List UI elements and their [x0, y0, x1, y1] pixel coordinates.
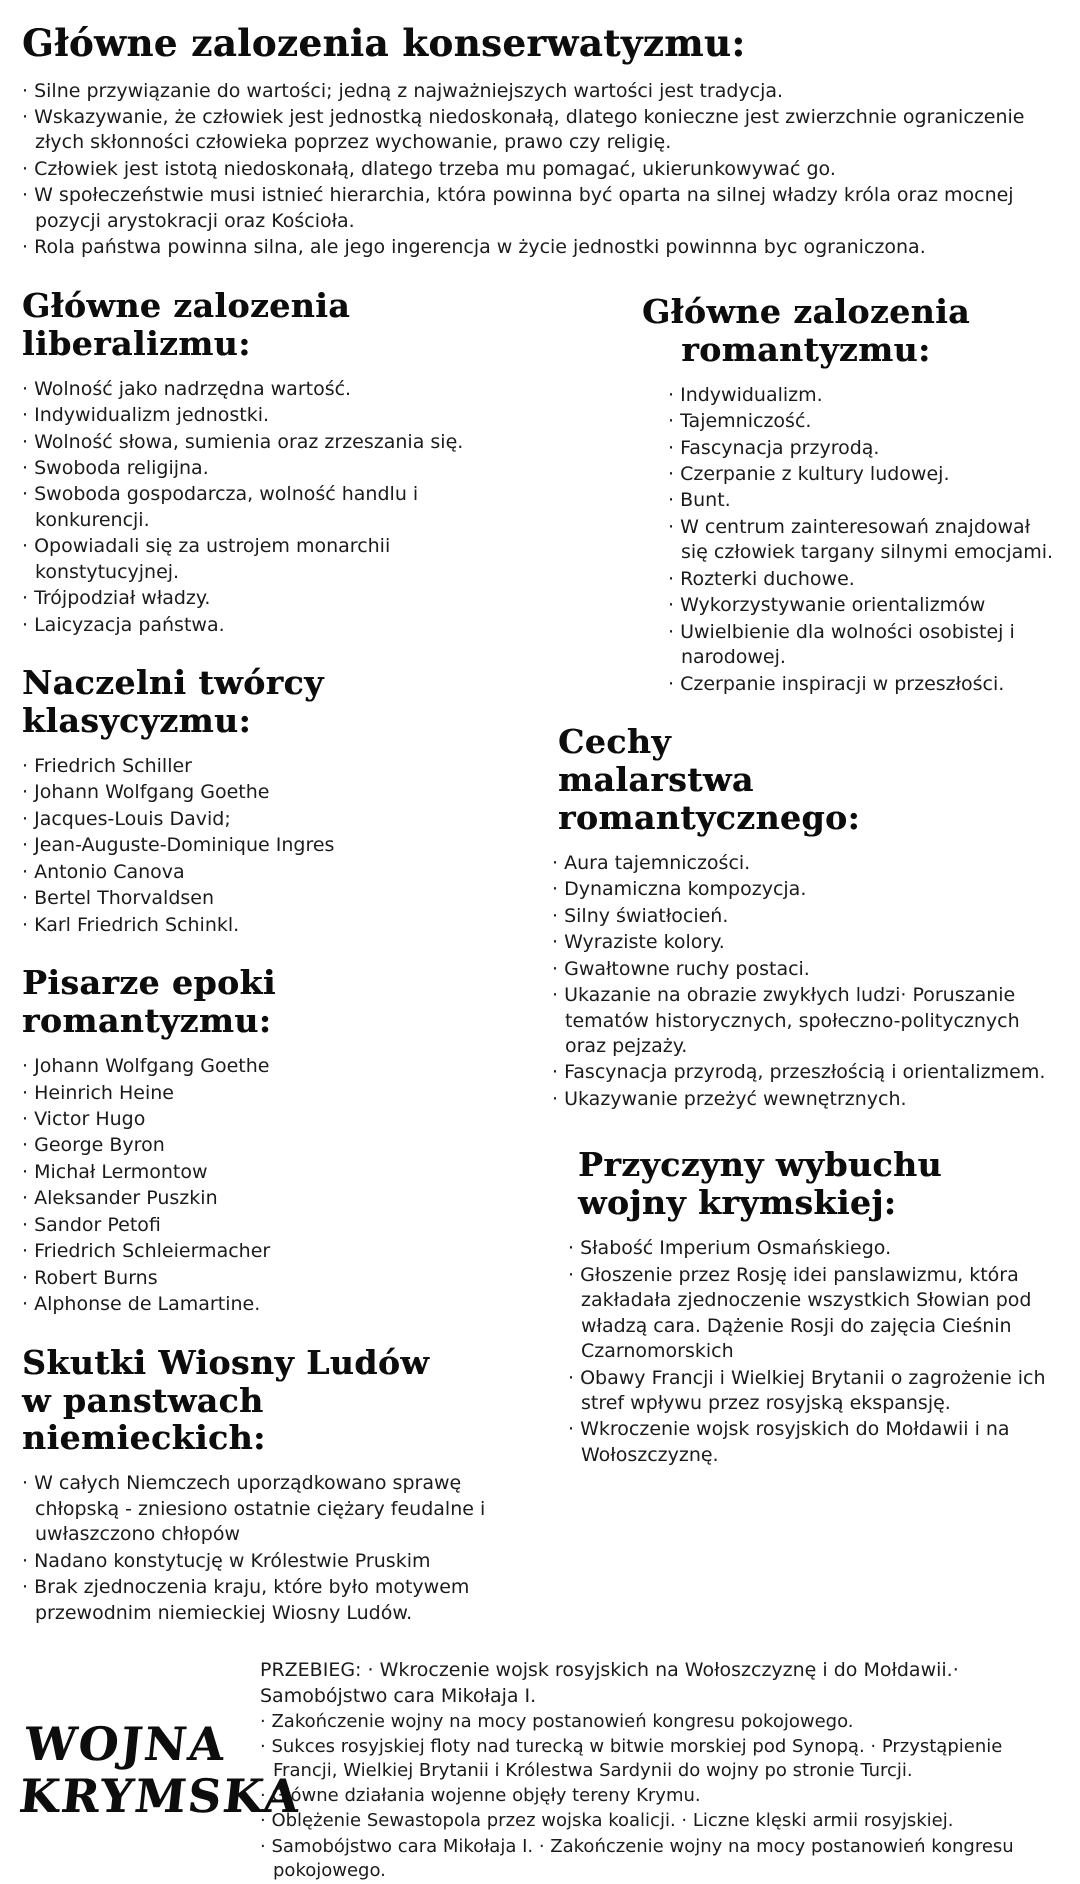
section-konserwatyzm [22, 22, 1060, 261]
right-column [534, 287, 1060, 1495]
list-item: · George Byron [22, 1133, 534, 1158]
wojna-intro-line [260, 1658, 1060, 1709]
list-item: · Karl Friedrich Schinkl. [22, 913, 534, 938]
list-item: · Bertel Thorvaldsen [22, 886, 534, 911]
section-malarstwo [552, 723, 1060, 1112]
list-item: · Wyraziste kolory. [552, 930, 1060, 955]
list-item: · Czerpanie inspiracji w przeszłości. [668, 672, 1060, 697]
section-przyczyny [552, 1146, 1060, 1468]
list-item: · Zakończenie wojny na mocy postanowień kongresu pokojowego. [260, 1710, 1060, 1734]
two-column-area [22, 287, 1060, 1652]
list-item: · Fascynacja przyrodą, przeszłością i orientalizmem. [552, 1060, 1060, 1085]
list-item: · Indywidualizm jednostki. [22, 403, 534, 428]
section-pisarze [22, 964, 534, 1317]
list-item: · Wkroczenie wojsk rosyjskich do Mołdawii i na Wołoszczyznę. [568, 1417, 1060, 1468]
wojna-title-line2: KRYMSKA [16, 1768, 304, 1823]
wojna-krymska-title [16, 1717, 304, 1823]
list-item: · Dynamiczna kompozycja. [552, 877, 1060, 902]
list-item: · Oblężenie Sewastopola przez wojska koalicji. · Liczne klęski armii rosyjskiej. [260, 1809, 1060, 1833]
wojna-first-item: · Wkroczenie wojsk rosyjskich na Wołoszczyznę i do Mołdawii.· Samobójstwo cara Mikołaja I. [260, 1659, 959, 1707]
list-item: · Ukazanie na obrazie zwykłych ludzi· Poruszanie tematów historycznych, społeczno-politycznych oraz pejzaży. [552, 983, 1060, 1059]
list-item: · Uwielbienie dla wolności osobistej i narodowej. [668, 620, 1060, 671]
list-item: · Wolność jako nadrzędna wartość. [22, 377, 534, 402]
list-item: · Fascynacja przyrodą. [668, 436, 1060, 461]
wojna-krymska-body [260, 1658, 1060, 1884]
list-skutki [22, 1471, 534, 1626]
list-item: · Głoszenie przez Rosję idei panslawizmu, która zakładała zjednoczenie wszystkich Słowian pod władzą cara. Dążenie Rosji do zajęcia Cieśnin Czarnomorskich [568, 1263, 1060, 1365]
przebieg-label: PRZEBIEG: [260, 1659, 362, 1682]
section-liberalizm [22, 287, 534, 638]
list-item: · Rola państwa powinna silna, ale jego ingerencja w życie jednostki powinnna byc ograniczona. [22, 235, 1060, 260]
list-item: · Aura tajemniczości. [552, 851, 1060, 876]
list-item: · Główne działania wojenne objęły tereny Krymu. [260, 1784, 1060, 1808]
left-column [22, 287, 534, 1652]
list-item: · Friedrich Schleiermacher [22, 1239, 534, 1264]
list-item: · Wskazywanie, że człowiek jest jednostką niedoskonałą, dlatego konieczne jest zwierzchnie ograniczenie złych skłonności człowieka poprzez wychowanie, prawo czy religię. [22, 105, 1060, 156]
list-item: · Johann Wolfgang Goethe [22, 1054, 534, 1079]
section-title-pisarze: Pisarze epoki romantyzmu: [22, 963, 276, 1041]
list-liberalizm [22, 377, 534, 639]
section-title-romantyzm: Główne zalozenia romantyzmu: [641, 291, 971, 369]
wojna-title-line1: WOJNA [21, 1717, 229, 1772]
list-item: · Tajemniczość. [668, 409, 1060, 434]
list-item: · Silny światłocień. [552, 904, 1060, 929]
list-item: · Laicyzacja państwa. [22, 613, 534, 638]
list-item: · Gwałtowne ruchy postaci. [552, 957, 1060, 982]
section-wojna-krymska [16, 1658, 1060, 1884]
list-item: · Heinrich Heine [22, 1081, 534, 1106]
list-item: · Człowiek jest istotą niedoskonałą, dlatego trzeba mu pomagać, ukierunkowywać go. [22, 157, 1060, 182]
list-item: · Wykorzystywanie orientalizmów [668, 593, 1060, 618]
list-item: · Antonio Canova [22, 860, 534, 885]
list-item: · Robert Burns [22, 1266, 534, 1291]
list-item: · Brak zjednoczenia kraju, które było motywem przewodnim niemieckiej Wiosny Ludów. [22, 1575, 534, 1626]
list-item: · Rozterki duchowe. [668, 567, 1060, 592]
list-item: · Swoboda religijna. [22, 456, 534, 481]
list-item: · W centrum zainteresowań znajdował się człowiek targany silnymi emocjami. [668, 515, 1060, 566]
list-wojna [260, 1710, 1060, 1883]
list-item: · Jean-Auguste-Dominique Ingres [22, 833, 534, 858]
list-item: · Aleksander Puszkin [22, 1186, 534, 1211]
list-item: · Trójpodział władzy. [22, 586, 534, 611]
section-title-skutki: Skutki Wiosny Ludów w panstwach niemieckich: [22, 1342, 430, 1458]
list-item: · Obawy Francji i Wielkiej Brytanii o zagrożenie ich stref wpływu przez rosyjską ekspansję. [568, 1366, 1060, 1417]
list-konserwatyzm [22, 79, 1060, 261]
section-title-przyczyny: Przyczyny wybuchu wojny krymskiej: [578, 1145, 943, 1223]
list-item: · Friedrich Schiller [22, 754, 534, 779]
list-klasycyzm [22, 754, 534, 938]
list-item: · Bunt. [668, 488, 1060, 513]
list-item: · Opowiadali się za ustrojem monarchii konstytucyjnej. [22, 534, 534, 585]
section-skutki [22, 1344, 534, 1627]
list-item: · Czerpanie z kultury ludowej. [668, 462, 1060, 487]
list-item: · Michał Lermontow [22, 1160, 534, 1185]
list-item: · Victor Hugo [22, 1107, 534, 1132]
list-item: · Johann Wolfgang Goethe [22, 780, 534, 805]
list-item: · Ukazywanie przeżyć wewnętrznych. [552, 1087, 1060, 1112]
section-title-liberalizm: Główne zalozenia liberalizmu: [22, 285, 351, 363]
list-item: · Samobójstwo cara Mikołaja I. · Zakończenie wojny na mocy postanowień kongresu pokojowego. [260, 1835, 1060, 1883]
list-item: · Nadano konstytucję w Królestwie Pruskim [22, 1549, 534, 1574]
list-przyczyny [568, 1236, 1060, 1468]
list-item: · Słabość Imperium Osmańskiego. [568, 1236, 1060, 1261]
list-item: · Sukces rosyjskiej floty nad turecką w bitwie morskiej pod Synopą. · Przystąpienie Francji, Wielkiej Brytanii i Królestwa Sardynii do wojny po stronie Turcji. [260, 1735, 1060, 1783]
list-malarstwo [552, 851, 1060, 1113]
section-title-konserwatyzm: Główne zalozenia konserwatyzmu: [22, 21, 746, 65]
section-klasycyzm [22, 664, 534, 938]
list-item: · Swoboda gospodarcza, wolność handlu i konkurencji. [22, 482, 534, 533]
section-romantyzm [552, 293, 1060, 697]
section-title-malarstwo: Cechy malarstwa romantycznego: [558, 722, 861, 837]
list-item: · Sandor Petofi [22, 1213, 534, 1238]
section-title-klasycyzm: Naczelni twórcy klasycyzmu: [22, 663, 324, 741]
list-pisarze [22, 1054, 534, 1318]
list-item: · W całych Niemczech uporządkowano sprawę chłopską - zniesiono ostatnie ciężary feudalne i uwłaszczono chłopów [22, 1471, 534, 1547]
list-item: · Silne przywiązanie do wartości; jedną z najważniejszych wartości jest tradycja. [22, 79, 1060, 104]
list-romantyzm [668, 383, 1060, 697]
list-item: · Jacques-Louis David; [22, 807, 534, 832]
list-item: · Alphonse de Lamartine. [22, 1292, 534, 1317]
list-item: · W społeczeństwie musi istnieć hierarchia, która powinna być oparta na silnej władzy króla oraz mocnej pozycji arystokracji oraz Kościoła. [22, 183, 1060, 234]
list-item: · Wolność słowa, sumienia oraz zrzeszania się. [22, 430, 534, 455]
list-item: · Indywidualizm. [668, 383, 1060, 408]
